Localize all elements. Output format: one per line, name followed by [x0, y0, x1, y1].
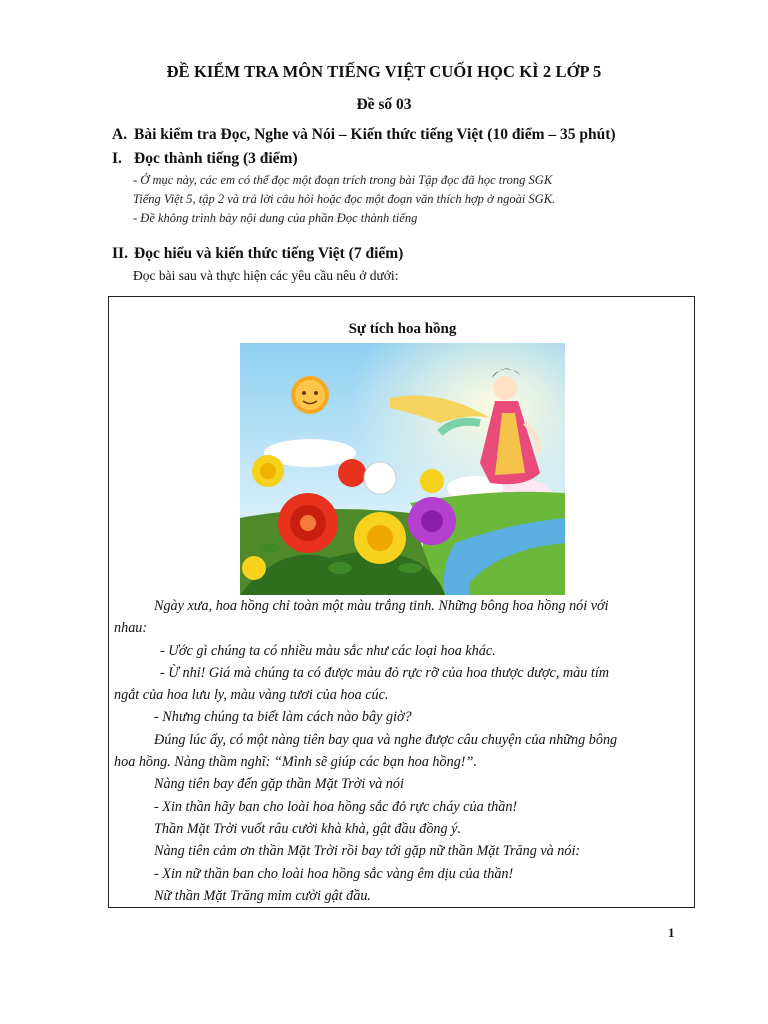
section-a-number: A. [112, 126, 128, 143]
note-line: - Ở mục này, các em có thể đọc một đoạn trích trong bài Tập đọc đã học trong SGK [133, 173, 553, 187]
section-i-heading [112, 150, 298, 168]
story-line: Nàng tiên cảm ơn thần Mặt Trời rồi bay tới gặp nữ thần Mặt Trăng và nói: [154, 843, 581, 860]
section-ii-text: Đọc hiểu và kiến thức tiếng Việt (7 điểm) [134, 245, 404, 262]
note-line: - Đề không trình bày nội dung của phần Đọc thành tiếng [133, 211, 418, 225]
page-number: 1 [668, 925, 675, 940]
sun-icon [291, 376, 329, 414]
reading-aloud-notes [133, 171, 555, 228]
story-text [114, 595, 690, 907]
reading-instruction: Đọc bài sau và thực hiện các yêu cầu nêu ở dưới: [133, 268, 399, 283]
story-line: Đúng lúc ấy, có một nàng tiên bay qua và nghe được câu chuyện của những bông [154, 731, 618, 748]
note-line: Tiếng Việt 5, tập 2 và trả lời câu hỏi hoặc đọc một đoạn văn thích hợp ở ngoài SGK. [133, 192, 556, 206]
story-line: ngắt của hoa lưu ly, màu vàng tươi của hoa cúc. [114, 687, 389, 704]
section-i-text: Đọc thành tiếng (3 điểm) [134, 150, 298, 167]
story-line: Nàng tiên bay đến gặp thần Mặt Trời và nói [154, 776, 404, 793]
story-line: - Xin nữ thần ban cho loài hoa hồng sắc vàng êm dịu của thần! [154, 865, 514, 882]
story-line: Thần Mặt Trời vuốt râu cười khà khà, gật đầu đồng ý. [154, 820, 462, 837]
story-line: - Nhưng chúng ta biết làm cách nào bây giờ? [154, 709, 412, 726]
story-illustration [240, 343, 565, 595]
story-line: nhau: [114, 620, 148, 637]
story-box [108, 296, 695, 908]
story-line: - Ừ nhỉ! Giá mà chúng ta có được màu đỏ rực rỡ của hoa thược dược, màu tím [160, 664, 610, 681]
section-i-number: I. [112, 150, 122, 167]
story-line: Nữ thần Mặt Trăng mỉm cười gật đầu. [154, 887, 371, 904]
section-a-heading [112, 126, 616, 144]
section-a-text: Bài kiểm tra Đọc, Nghe và Nói – Kiến thức tiếng Việt (10 điểm – 35 phút) [134, 126, 616, 143]
section-ii-number: II. [112, 245, 128, 262]
story-line: - Xin thần hãy ban cho loài hoa hồng sắc đỏ rực cháy của thần! [154, 798, 518, 815]
story-line: Ngày xưa, hoa hồng chỉ toàn một màu trắng tinh. Những bông hoa hồng nói với [154, 598, 609, 614]
story-title: Sự tích hoa hồng [348, 321, 457, 337]
section-ii-heading [112, 245, 403, 263]
story-line: - Ước gì chúng ta có nhiều màu sắc như các loại hoa khác. [160, 642, 496, 659]
story-line: hoa hồng. Nàng thầm nghĩ: “Mình sẽ giúp các bạn hoa hồng!”. [114, 754, 477, 771]
document-title: ĐỀ KIỂM TRA MÔN TIẾNG VIỆT CUỐI HỌC KÌ 2 LỚP 5 [166, 62, 602, 81]
exam-number: Đề số 03 [356, 96, 412, 113]
